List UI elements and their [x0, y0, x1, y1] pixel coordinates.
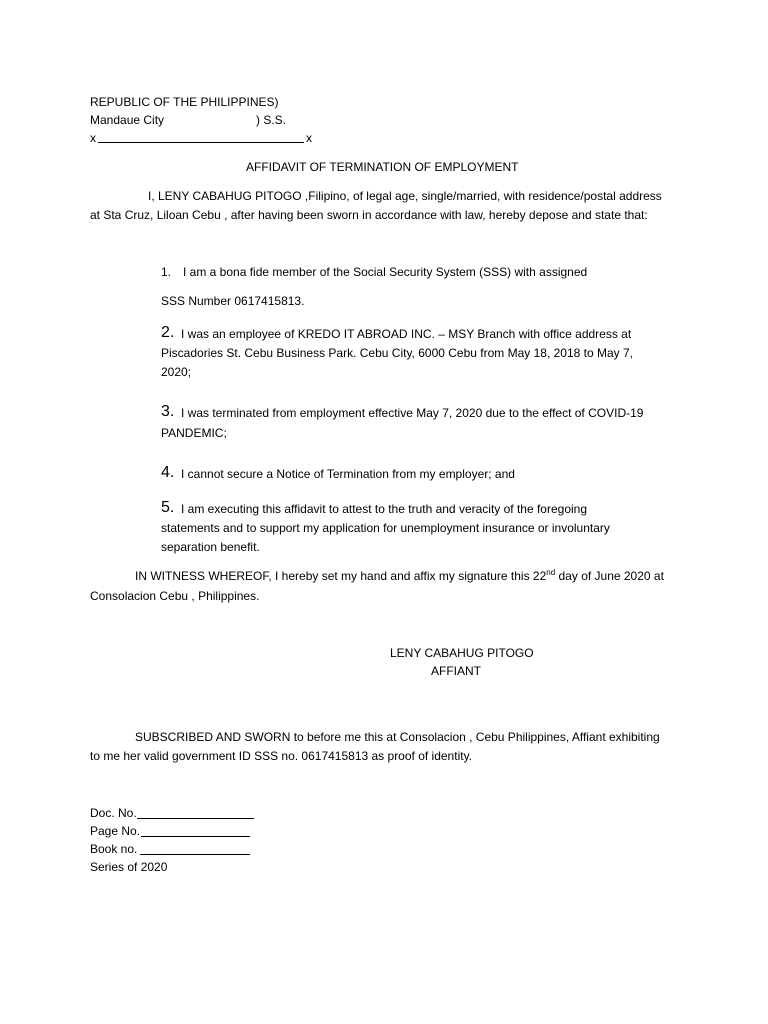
item-3-line-1: I was terminated from employment effective May 7, 2020 due to the effect of COVID-19	[181, 406, 644, 420]
affiant-role: AFFIANT	[431, 664, 481, 678]
document-title: AFFIDAVIT OF TERMINATION OF EMPLOYMENT	[246, 160, 519, 174]
book-no-blank	[140, 854, 250, 855]
venue-x-right: x	[306, 131, 312, 145]
item-2-line-3: 2020;	[161, 365, 192, 379]
venue-city: Mandaue City	[90, 113, 165, 127]
jurat-line-1: SUBSCRIBED AND SWORN to before me this at Consolacion , Cebu Philippines, Affiant exhibiting	[135, 730, 660, 744]
witness-ordinal-suffix: nd	[546, 568, 556, 577]
item-1-number: 1.	[161, 265, 172, 279]
venue-underline	[98, 142, 304, 143]
item-2-number: 2.	[161, 324, 175, 341]
doc-no-blank	[137, 818, 254, 819]
intro-line-2: at Sta Cruz, Liloan Cebu , after having been sworn in accordance with law, hereby depose and state that:	[90, 208, 648, 222]
series-label: Series of 2020	[90, 860, 168, 874]
book-no-label: Book no.	[90, 842, 138, 856]
item-1-line-1: I am a bona fide member of the Social Security System (SSS) with assigned	[183, 265, 588, 279]
witness-line-2: Consolacion Cebu , Philippines.	[90, 589, 260, 603]
item-2-line-2: Piscadories St. Cebu Business Park. Cebu City, 6000 Cebu from May 18, 2018 to May 7,	[161, 346, 634, 360]
item-5-line-1: I am executing this affidavit to attest to the truth and veracity of the foregoing	[181, 502, 588, 516]
item-2-line-1: I was an employee of KREDO IT ABROAD INC. – MSY Branch with office address at	[181, 327, 632, 341]
witness-line-1	[135, 569, 664, 584]
intro-line-1: I, LENY CABAHUG PITOGO ,Filipino, of legal age, single/married, with residence/postal address	[148, 189, 662, 203]
item-4-line-1: I cannot secure a Notice of Termination from my employer; and	[181, 467, 515, 481]
witness-text-b: day of June 2020 at	[555, 569, 664, 583]
jurat-line-2: to me her valid government ID SSS no. 0617415813 as proof of identity.	[90, 749, 473, 763]
item-4-number: 4.	[161, 464, 175, 481]
item-3-line-2: PANDEMIC;	[161, 426, 227, 440]
item-3-number: 3.	[161, 403, 175, 420]
doc-no-label: Doc. No.	[90, 806, 137, 820]
venue-ss: ) S.S.	[256, 113, 287, 127]
item-5-line-2: statements and to support my application for unemployment insurance or involuntary	[161, 521, 610, 535]
affiant-name: LENY CABAHUG PITOGO	[390, 646, 534, 660]
venue-country: REPUBLIC OF THE PHILIPPINES)	[90, 95, 279, 109]
witness-text-a: IN WITNESS WHEREOF, I hereby set my hand and affix my signature this 22	[135, 569, 547, 583]
item-5-line-3: separation benefit.	[161, 540, 260, 554]
page-no-label: Page No.	[90, 824, 141, 838]
item-1-line-2: SSS Number 0617415813.	[161, 294, 305, 308]
page-no-blank	[141, 836, 250, 837]
item-5-number: 5.	[161, 499, 175, 516]
venue-x-left: x	[90, 131, 96, 145]
